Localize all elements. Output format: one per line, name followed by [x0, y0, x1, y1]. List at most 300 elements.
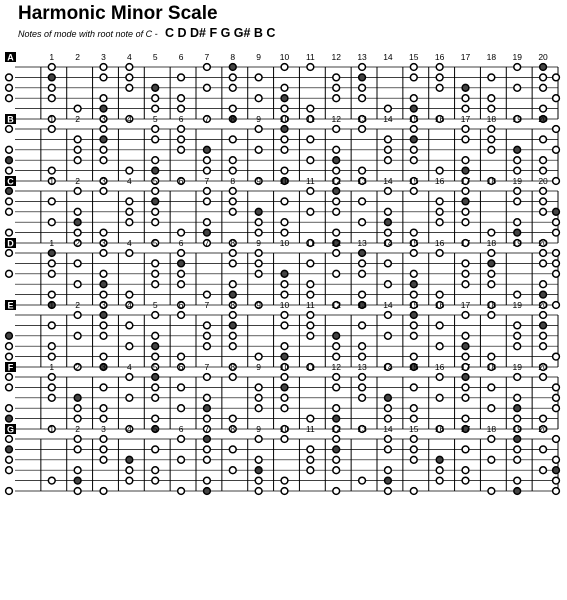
note-dot — [514, 167, 521, 174]
fret-number: 11 — [305, 238, 315, 248]
note-dot — [385, 146, 392, 153]
note-dot — [126, 322, 133, 329]
note-dot — [540, 446, 547, 453]
note-dot — [126, 167, 133, 174]
root-note-dot — [204, 436, 211, 443]
chart-b — [5, 114, 559, 187]
fret-number: 2 — [75, 176, 81, 186]
note-dot — [307, 208, 314, 215]
fret-number: 8 — [230, 362, 236, 372]
note-dot — [255, 477, 262, 484]
note-dot — [488, 488, 495, 495]
note-dot — [359, 322, 366, 329]
note-dot — [436, 467, 443, 474]
fret-number: 9 — [256, 362, 262, 372]
note-dot — [553, 384, 560, 391]
fret-number: 3 — [101, 238, 106, 248]
root-note-dot — [540, 322, 547, 329]
note-dot — [100, 270, 107, 277]
note-dot — [333, 467, 340, 474]
note-dot — [359, 270, 366, 277]
note-dot — [204, 446, 211, 453]
note-dot — [385, 136, 392, 143]
note-dot — [385, 488, 392, 495]
note-dot — [229, 446, 236, 453]
fret-number: 3 — [101, 114, 106, 124]
note-dot — [6, 405, 13, 412]
note-dot — [333, 353, 340, 360]
note-dot — [359, 95, 366, 102]
chart-letter: E — [7, 300, 14, 311]
fret-number: 18 — [486, 424, 497, 434]
note-dot — [540, 312, 547, 319]
root-note-dot — [462, 343, 469, 350]
fret-number: 6 — [178, 52, 184, 62]
note-dot — [6, 488, 13, 495]
note-dot — [74, 467, 81, 474]
note-dot — [152, 467, 159, 474]
note-dot — [100, 322, 107, 329]
note-dot — [152, 281, 159, 288]
note-dot — [255, 250, 262, 257]
note-dot — [152, 353, 159, 360]
fret-number: 14 — [383, 300, 393, 310]
note-dot — [229, 167, 236, 174]
note-dot — [204, 291, 211, 298]
note-dot — [100, 332, 107, 339]
fret-number: 9 — [256, 114, 262, 124]
note-dot — [100, 250, 107, 257]
subtitle-lead: Notes of mode with root note of C - — [18, 29, 158, 39]
note-dot — [307, 188, 314, 195]
note-dot — [514, 322, 521, 329]
note-dot — [152, 312, 159, 319]
note-dot — [462, 208, 469, 215]
note-dot — [488, 229, 495, 236]
fret-number: 6 — [178, 176, 184, 186]
note-dot — [410, 95, 417, 102]
chart-letter: A — [7, 52, 14, 63]
root-note-dot — [462, 374, 469, 381]
fret-number: 16 — [434, 238, 445, 248]
note-dot — [48, 353, 55, 360]
note-dot — [6, 95, 13, 102]
note-dot — [255, 95, 262, 102]
fret-number: 1 — [49, 424, 55, 434]
fret-number: 12 — [331, 300, 341, 310]
note-dot — [462, 467, 469, 474]
fret-number: 9 — [256, 52, 262, 62]
note-dot — [514, 64, 521, 71]
root-note-dot — [100, 312, 107, 319]
fret-number: 18 — [486, 238, 497, 248]
note-dot — [281, 405, 288, 412]
note-dot — [488, 353, 495, 360]
note-dot — [553, 178, 560, 185]
note-dot — [229, 208, 236, 215]
root-note-dot — [359, 74, 366, 81]
note-dot — [152, 394, 159, 401]
note-dot — [553, 477, 560, 484]
fret-number: 4 — [126, 362, 132, 372]
fret-number: 17 — [460, 114, 471, 124]
note-dot — [359, 394, 366, 401]
root-note-dot — [204, 229, 211, 236]
fret-number: 19 — [512, 238, 522, 248]
fret-number: 12 — [331, 362, 341, 372]
note-dot — [178, 488, 185, 495]
root-note-dot — [255, 467, 262, 474]
note-dot — [385, 446, 392, 453]
note-dot — [74, 208, 81, 215]
note-dot — [6, 374, 13, 381]
note-dot — [514, 446, 521, 453]
note-dot — [462, 126, 469, 133]
fret-number: 15 — [409, 52, 419, 62]
note-dot — [359, 219, 366, 226]
note-dot — [152, 477, 159, 484]
fret-number: 14 — [383, 176, 393, 186]
note-dot — [333, 208, 340, 215]
fret-number: 1 — [49, 300, 55, 310]
root-note-dot — [410, 312, 417, 319]
note-dot — [540, 167, 547, 174]
note-dot — [100, 405, 107, 412]
fret-number: 11 — [305, 362, 315, 372]
note-dot — [48, 477, 55, 484]
note-dot — [514, 374, 521, 381]
root-note-dot — [436, 456, 443, 463]
note-dot — [74, 405, 81, 412]
chart-letter: C — [7, 176, 14, 187]
fret-number: 15 — [409, 238, 419, 248]
fret-number: 2 — [75, 238, 81, 248]
note-dot — [100, 415, 107, 422]
note-dot — [359, 64, 366, 71]
note-dot — [436, 208, 443, 215]
fret-number: 10 — [279, 362, 290, 372]
note-dot — [333, 250, 340, 257]
note-dot — [333, 343, 340, 350]
note-dot — [540, 105, 547, 112]
note-dot — [436, 74, 443, 81]
note-dot — [229, 84, 236, 91]
fret-number: 14 — [383, 238, 393, 248]
note-dot — [553, 270, 560, 277]
fret-number: 7 — [204, 300, 210, 310]
note-dot — [462, 353, 469, 360]
note-dot — [204, 415, 211, 422]
note-dot — [204, 167, 211, 174]
note-dot — [410, 353, 417, 360]
note-dot — [281, 322, 288, 329]
note-dot — [462, 384, 469, 391]
note-dot — [436, 198, 443, 205]
chart-c — [5, 176, 559, 249]
note-dot — [333, 146, 340, 153]
note-dot — [553, 95, 560, 102]
note-dot — [436, 322, 443, 329]
note-dot — [178, 250, 185, 257]
note-dot — [281, 136, 288, 143]
fret-number: 8 — [230, 300, 236, 310]
note-dot — [359, 126, 366, 133]
note-dot — [178, 353, 185, 360]
fret-number: 8 — [230, 424, 236, 434]
note-dot — [229, 467, 236, 474]
note-dot — [126, 477, 133, 484]
note-dot — [178, 74, 185, 81]
note-dot — [74, 260, 81, 267]
note-dot — [462, 281, 469, 288]
note-dot — [152, 415, 159, 422]
note-dot — [410, 384, 417, 391]
fret-number: 4 — [126, 52, 132, 62]
note-dot — [204, 394, 211, 401]
note-dot — [462, 95, 469, 102]
note-dot — [255, 488, 262, 495]
root-note-dot — [410, 136, 417, 143]
note-dot — [514, 477, 521, 484]
fret-number: 17 — [460, 362, 471, 372]
note-dot — [281, 219, 288, 226]
note-dot — [255, 353, 262, 360]
note-dot — [6, 229, 13, 236]
note-dot — [385, 208, 392, 215]
fret-number: 15 — [409, 362, 419, 372]
fret-number: 5 — [152, 238, 158, 248]
note-dot — [436, 343, 443, 350]
note-dot — [6, 353, 13, 360]
note-dot — [553, 456, 560, 463]
note-dot — [488, 74, 495, 81]
note-dot — [553, 302, 560, 309]
fret-number: 9 — [256, 238, 262, 248]
note-dot — [255, 229, 262, 236]
note-dot — [514, 332, 521, 339]
note-dot — [229, 74, 236, 81]
note-dot — [178, 281, 185, 288]
fret-number: 10 — [279, 52, 290, 62]
note-dot — [281, 229, 288, 236]
note-dot — [488, 405, 495, 412]
note-dot — [100, 146, 107, 153]
note-dot — [410, 415, 417, 422]
note-dot — [540, 332, 547, 339]
note-dot — [6, 208, 13, 215]
fret-number: 4 — [126, 424, 132, 434]
root-note-dot — [204, 146, 211, 153]
note-dot — [255, 126, 262, 133]
note-dot — [255, 405, 262, 412]
note-dot — [6, 198, 13, 205]
root-note-dot — [74, 219, 81, 226]
root-note-dot — [100, 105, 107, 112]
note-dot — [126, 343, 133, 350]
note-dot — [152, 219, 159, 226]
fret-number: 7 — [204, 424, 210, 434]
note-dot — [333, 384, 340, 391]
note-dot — [540, 136, 547, 143]
note-dot — [229, 281, 236, 288]
note-dot — [281, 394, 288, 401]
note-dot — [126, 74, 133, 81]
note-dot — [178, 136, 185, 143]
note-dot — [126, 198, 133, 205]
note-dot — [74, 188, 81, 195]
note-dot — [100, 229, 107, 236]
root-note-dot — [6, 188, 13, 195]
root-note-dot — [540, 64, 547, 71]
note-dot — [462, 260, 469, 267]
note-dot — [126, 64, 133, 71]
note-dot — [152, 270, 159, 277]
fret-number: 14 — [383, 362, 393, 372]
note-dot — [48, 126, 55, 133]
note-dot — [74, 415, 81, 422]
note-dot — [333, 74, 340, 81]
note-dot — [204, 343, 211, 350]
fret-number: 8 — [230, 114, 236, 124]
note-dot — [178, 312, 185, 319]
note-dot — [126, 250, 133, 257]
note-dot — [281, 64, 288, 71]
fret-number: 17 — [460, 52, 471, 62]
note-dot — [553, 74, 560, 81]
fret-number: 4 — [126, 176, 132, 186]
chart-letter: D — [7, 238, 14, 249]
note-dot — [307, 64, 314, 71]
note-dot — [333, 84, 340, 91]
note-dot — [307, 136, 314, 143]
chart-a — [5, 52, 559, 125]
note-dot — [178, 405, 185, 412]
note-dot — [540, 467, 547, 474]
root-note-dot — [281, 126, 288, 133]
note-dot — [74, 157, 81, 164]
note-dot — [410, 64, 417, 71]
root-note-dot — [6, 415, 13, 422]
root-note-dot — [152, 343, 159, 350]
note-dot — [410, 456, 417, 463]
fret-number: 1 — [49, 362, 55, 372]
root-note-dot — [462, 167, 469, 174]
note-dot — [178, 126, 185, 133]
note-dot — [48, 374, 55, 381]
note-dot — [514, 343, 521, 350]
note-dot — [48, 198, 55, 205]
note-dot — [410, 146, 417, 153]
note-dot — [410, 322, 417, 329]
fret-number: 13 — [357, 300, 367, 310]
fret-number: 19 — [512, 300, 522, 310]
note-dot — [462, 415, 469, 422]
note-dot — [74, 105, 81, 112]
note-dot — [385, 332, 392, 339]
note-dot — [410, 488, 417, 495]
root-note-dot — [514, 405, 521, 412]
fret-number: 16 — [434, 424, 445, 434]
fret-number: 8 — [230, 52, 236, 62]
fret-number: 3 — [101, 424, 106, 434]
root-note-dot — [553, 467, 560, 474]
note-dot — [229, 105, 236, 112]
root-note-dot — [229, 291, 236, 298]
note-dot — [281, 343, 288, 350]
fret-number: 3 — [101, 52, 106, 62]
fret-number: 5 — [152, 176, 158, 186]
root-note-dot — [6, 157, 13, 164]
fret-number: 13 — [357, 238, 367, 248]
fret-number: 20 — [538, 52, 548, 62]
note-dot — [126, 467, 133, 474]
note-dot — [553, 146, 560, 153]
root-note-dot — [152, 167, 159, 174]
note-dot — [540, 250, 547, 257]
note-dot — [488, 436, 495, 443]
note-dot — [410, 405, 417, 412]
note-dot — [410, 74, 417, 81]
fret-number: 19 — [512, 362, 522, 372]
fret-number: 13 — [357, 176, 367, 186]
note-dot — [333, 456, 340, 463]
note-dot — [436, 64, 443, 71]
note-dot — [178, 270, 185, 277]
note-dot — [229, 136, 236, 143]
fret-number: 19 — [512, 424, 522, 434]
note-dot — [436, 374, 443, 381]
note-dot — [488, 126, 495, 133]
note-dot — [255, 384, 262, 391]
root-note-dot — [74, 394, 81, 401]
note-dot — [410, 270, 417, 277]
note-dot — [410, 229, 417, 236]
note-dot — [204, 374, 211, 381]
note-dot — [229, 415, 236, 422]
note-dot — [152, 157, 159, 164]
note-dot — [152, 208, 159, 215]
note-dot — [281, 84, 288, 91]
note-dot — [255, 436, 262, 443]
fret-number: 19 — [512, 176, 522, 186]
chart-e — [5, 300, 559, 373]
root-note-dot — [100, 136, 107, 143]
fret-number: 5 — [152, 114, 158, 124]
fret-number: 2 — [75, 52, 81, 62]
note-dot — [152, 95, 159, 102]
note-dot — [48, 84, 55, 91]
fret-number: 10 — [279, 176, 290, 186]
note-dot — [281, 477, 288, 484]
root-note-dot — [514, 488, 521, 495]
note-dot — [410, 436, 417, 443]
note-dot — [152, 126, 159, 133]
note-dot — [462, 188, 469, 195]
fret-number: 16 — [434, 362, 445, 372]
note-dot — [333, 488, 340, 495]
fret-number: 7 — [204, 52, 210, 62]
note-dot — [48, 167, 55, 174]
note-dot — [385, 467, 392, 474]
fret-number: 12 — [331, 424, 341, 434]
note-dot — [204, 332, 211, 339]
root-note-dot — [48, 74, 55, 81]
note-dot — [410, 188, 417, 195]
note-dot — [229, 374, 236, 381]
fret-number: 6 — [178, 238, 184, 248]
fret-number: 20 — [538, 114, 548, 124]
note-dot — [488, 384, 495, 391]
